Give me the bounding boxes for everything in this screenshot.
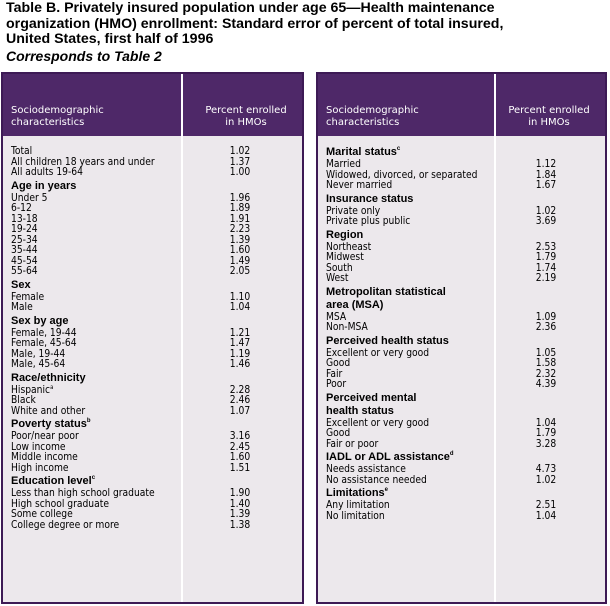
- label-text: Married: [326, 159, 361, 170]
- footnote-marker: e: [384, 487, 389, 493]
- column-divider: [494, 136, 496, 602]
- row-value: 1.02: [535, 205, 557, 217]
- label-text: Male, 45-64: [11, 359, 66, 370]
- row-value: 1.58: [535, 358, 557, 369]
- row-value: 2.05: [229, 266, 251, 277]
- label-text: 19-24: [11, 224, 38, 235]
- header-characteristics: [326, 105, 419, 129]
- left-table-panel: [1, 72, 304, 604]
- row-label: [326, 439, 378, 451]
- label-text: Female: [11, 291, 45, 303]
- header-text: Percent enrolled: [508, 105, 590, 116]
- label-text: Midwest: [326, 252, 364, 263]
- header-text: in HMOs: [225, 117, 267, 128]
- row-value: 1.49: [229, 255, 251, 267]
- row-label: [11, 406, 85, 418]
- label-text: All children 18 years and under: [11, 156, 155, 168]
- label-text: No assistance needed: [326, 474, 427, 486]
- row-value: 2.53: [535, 241, 557, 253]
- label-text: Female, 45-64: [11, 338, 77, 349]
- label-text: Marital status: [326, 146, 397, 158]
- label-text: Region: [326, 228, 364, 241]
- row-value: 1.04: [535, 417, 557, 429]
- label-text: Less than high school graduate: [11, 488, 155, 499]
- right-table-panel: [316, 72, 607, 604]
- header-text: Percent enrolled: [205, 105, 287, 116]
- label-text: Northeast: [326, 241, 372, 253]
- label-text: No limitation: [326, 510, 385, 522]
- section-heading: [11, 475, 95, 487]
- row-value: 1.40: [229, 498, 251, 510]
- label-text: Fair: [326, 368, 343, 380]
- label-text: Poor/near poor: [11, 431, 79, 442]
- row-value: 1.02: [229, 146, 251, 157]
- section-heading: [326, 286, 446, 298]
- row-value: 1.07: [229, 405, 251, 417]
- label-text: Metropolitan statistical: [326, 285, 446, 298]
- section-heading: [11, 372, 86, 384]
- row-value: 3.69: [535, 216, 557, 227]
- label-text: Poverty status: [11, 418, 87, 430]
- section-heading: [326, 193, 413, 205]
- section-heading: [326, 146, 400, 158]
- row-value: 1.79: [535, 428, 557, 439]
- title-line: Table B. Privately insured population under age 65—Health maintenance: [6, 0, 495, 16]
- row-value: 1.12: [535, 159, 557, 170]
- column-divider: [181, 136, 183, 602]
- row-value: 1.90: [229, 488, 251, 499]
- row-value: 1.39: [229, 509, 251, 520]
- row-label: [11, 463, 69, 475]
- label-text: Poor: [326, 379, 347, 390]
- header-text: Sociodemographic: [326, 105, 419, 116]
- header-text: Sociodemographic: [11, 105, 104, 116]
- row-label: [11, 167, 83, 179]
- title-line: United States, first half of 1996: [6, 31, 214, 47]
- label-text: Sex by age: [11, 314, 69, 327]
- label-text: High school graduate: [11, 498, 109, 510]
- section-heading: [11, 279, 31, 291]
- label-text: Perceived mental: [326, 391, 417, 404]
- label-text: Some college: [11, 509, 73, 520]
- header-characteristics: [11, 105, 104, 129]
- label-text: Perceived health status: [326, 334, 449, 347]
- left-table-body: [3, 136, 302, 602]
- section-heading: [11, 418, 90, 430]
- row-value: 1.96: [229, 192, 251, 204]
- section-heading: [326, 451, 454, 463]
- label-text: Race/ethnicity: [11, 371, 86, 384]
- row-label: [11, 359, 65, 371]
- table-title: [6, 1, 606, 48]
- header-text: characteristics: [326, 117, 400, 128]
- row-value: 1.91: [229, 213, 251, 225]
- section-heading: [326, 335, 449, 347]
- row-value: 1.67: [535, 180, 557, 191]
- section-heading: [11, 180, 76, 192]
- label-text: IADL or ADL assistance: [326, 451, 450, 463]
- row-value: 1.46: [229, 359, 251, 370]
- label-text: Insurance status: [326, 192, 414, 205]
- row-value: 1.38: [229, 519, 251, 531]
- row-value: 1.04: [229, 302, 251, 313]
- title-line: organization (HMO) enrollment: Standard error of percent of total insured,: [6, 15, 504, 32]
- footnote-marker: c: [396, 146, 401, 152]
- label-text: White and other: [11, 405, 86, 417]
- label-text: Needs assistance: [326, 464, 406, 475]
- row-value: 1.00: [229, 167, 251, 178]
- label-text: Under 5: [11, 192, 48, 204]
- row-value: 1.09: [535, 311, 557, 323]
- section-heading: [326, 405, 394, 417]
- label-text: Female, 19-44: [11, 327, 77, 339]
- row-value: 1.10: [229, 291, 251, 303]
- label-text: Male: [11, 302, 33, 313]
- row-value: 3.16: [229, 431, 251, 442]
- row-value: 1.84: [535, 169, 557, 181]
- row-value: 1.21: [229, 327, 251, 339]
- header-divider: [494, 74, 496, 136]
- label-text: Middle income: [11, 452, 78, 463]
- right-table-body: [318, 136, 605, 602]
- section-heading: [11, 315, 68, 327]
- label-text: West: [326, 273, 349, 284]
- row-value: 1.89: [229, 203, 251, 214]
- label-text: 35-44: [11, 245, 38, 256]
- label-text: South: [326, 262, 353, 274]
- label-text: Age in years: [11, 179, 77, 192]
- row-value: 4.73: [535, 464, 557, 475]
- label-text: Private plus public: [326, 216, 411, 227]
- label-text: 6-12: [11, 203, 32, 214]
- label-text: Sex: [11, 278, 31, 291]
- row-value: 2.28: [229, 384, 251, 396]
- section-heading: [326, 487, 388, 499]
- label-text: Male, 19-44: [11, 348, 66, 360]
- row-label: [326, 511, 385, 523]
- row-label: [11, 266, 38, 278]
- header-text: characteristics: [11, 117, 85, 128]
- row-value: 3.28: [535, 438, 557, 450]
- label-text: Total: [11, 146, 33, 157]
- header-text: in HMOs: [528, 117, 570, 128]
- right-table-header: [318, 74, 605, 136]
- row-label: [326, 475, 427, 487]
- label-text: High income: [11, 462, 69, 474]
- label-text: Excellent or very good: [326, 417, 430, 429]
- row-value: 1.60: [229, 245, 251, 256]
- label-text: Private only: [326, 205, 381, 217]
- label-text: All adults 19-64: [11, 167, 83, 178]
- row-value: 1.39: [229, 234, 251, 246]
- footnote-marker: c: [91, 475, 96, 481]
- row-value: 2.32: [535, 368, 557, 380]
- section-heading: [326, 229, 363, 241]
- row-value: 1.04: [535, 510, 557, 522]
- label-text: Never married: [326, 180, 393, 191]
- row-value: 1.79: [535, 252, 557, 263]
- label-text: Any limitation: [326, 500, 390, 511]
- row-value: 1.37: [229, 156, 251, 168]
- label-text: area (MSA): [326, 298, 384, 311]
- label-text: Non-MSA: [326, 322, 368, 333]
- left-table-header: [3, 74, 302, 136]
- section-heading: [326, 392, 417, 404]
- row-value: 2.19: [535, 273, 557, 284]
- label-text: 45-54: [11, 255, 38, 267]
- row-label: [11, 302, 33, 314]
- label-text: Limitations: [326, 487, 385, 499]
- label-text: College degree or more: [11, 519, 120, 531]
- row-label: [326, 379, 346, 391]
- label-text: MSA: [326, 311, 347, 323]
- row-value: 1.60: [229, 452, 251, 463]
- row-label: [326, 273, 348, 285]
- row-value: 2.23: [229, 224, 251, 235]
- row-value: 1.51: [229, 462, 251, 474]
- label-text: 13-18: [11, 213, 38, 225]
- row-value: 2.46: [229, 395, 251, 406]
- row-label: [326, 216, 410, 228]
- row-value: 1.05: [535, 347, 557, 359]
- row-label: [326, 322, 368, 334]
- row-value: 2.45: [229, 441, 251, 453]
- section-heading: [326, 299, 383, 311]
- label-text: Widowed, divorced, or separated: [326, 169, 478, 181]
- label-text: Good: [326, 428, 351, 439]
- label-text: Low income: [11, 441, 66, 453]
- row-value: 1.02: [535, 474, 557, 486]
- footnote-marker: d: [449, 451, 454, 457]
- row-value: 2.36: [535, 322, 557, 333]
- footnote-marker: b: [86, 418, 91, 424]
- label-text: Good: [326, 358, 351, 369]
- row-value: 2.51: [535, 500, 557, 511]
- label-text: Hispanic: [11, 384, 51, 396]
- label-text: 25-34: [11, 234, 38, 246]
- row-value: 1.74: [535, 262, 557, 274]
- row-value: 1.47: [229, 338, 251, 349]
- header-percent: [501, 105, 597, 129]
- label-text: health status: [326, 404, 394, 417]
- row-value: 4.39: [535, 379, 557, 390]
- footnote-marker: a: [50, 383, 54, 391]
- label-text: Education level: [11, 475, 92, 487]
- label-text: Fair or poor: [326, 438, 379, 450]
- label-text: Black: [11, 395, 36, 406]
- table-subtitle: Corresponds to Table 2: [6, 48, 162, 64]
- row-label: [326, 180, 392, 192]
- header-divider: [181, 74, 183, 136]
- label-text: 55-64: [11, 266, 38, 277]
- header-percent: [198, 105, 294, 129]
- label-text: Excellent or very good: [326, 347, 430, 359]
- row-label: [11, 520, 119, 532]
- row-value: 1.19: [229, 348, 251, 360]
